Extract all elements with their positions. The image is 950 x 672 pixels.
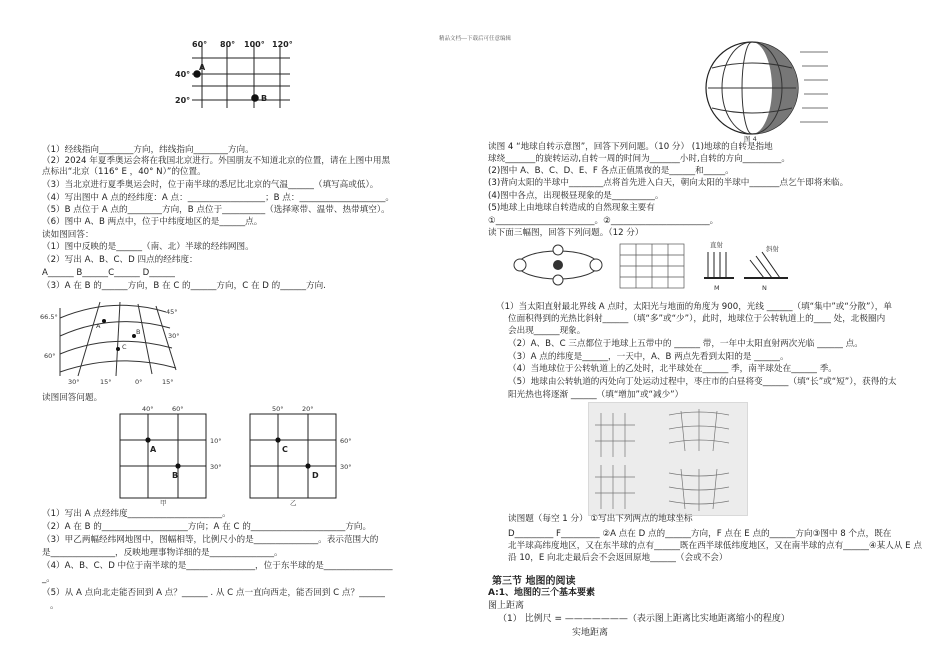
small-grid-figure	[614, 240, 688, 292]
fig1-lat-label: 20°	[175, 96, 191, 105]
question-line: 读图题（每空 1 分） ①写出下列两点的地球坐标	[508, 514, 693, 524]
yi-caption: 乙	[290, 499, 297, 506]
fig2-lon-label: 0°	[135, 378, 143, 386]
question-line: 读图回答问题。	[42, 393, 103, 403]
question-line: D_________ F_________ ②A 点在 D 点的______方向，F 点在 E 点的______方向③图中 8 个点，既在	[508, 529, 892, 539]
fig2-lon-label: 15°	[162, 378, 174, 386]
lat-lon-grid-figure-1	[170, 38, 310, 114]
question-line: A______ B______C______ D______	[42, 268, 175, 278]
fig2-point-label: C	[122, 343, 127, 351]
fig1-lon-label: 100°	[244, 40, 265, 49]
question-line: (3)背向太阳的半球中________点将首先进入白天，朝向太阳的半球中_______点乞午即将来临。	[488, 178, 849, 188]
page-header: 精品文档---下载后可任意编辑	[439, 36, 511, 42]
jia-yi-grid-figure	[110, 404, 380, 506]
fig1-point-label: A	[199, 63, 206, 72]
fig2-right-label: 45°	[166, 308, 178, 316]
fig2-point-label: B	[136, 328, 141, 336]
jia-lat-label: 10°	[210, 437, 222, 445]
subheading: A:1、地图的三个基本要素	[488, 588, 595, 598]
question-line: (2)图中 A、B、C、D、E、F 各点正值黑夜的是______和_____。	[488, 166, 734, 176]
question-line: （3）甲乙两幅经纬网地图中，图幅相等，比例尺小的是_______________。表示范围大的	[42, 535, 379, 545]
question-line: （1）当太阳直射最北界线 A 点时，太阳光与地面的角度为 900，光线 ______（填“集中”或“分散”），单	[496, 302, 892, 312]
fig1-lon-label: 80°	[220, 40, 236, 49]
scanned-map-image	[588, 402, 748, 516]
fig2-lon-label: 15°	[100, 378, 112, 386]
question-line: （1）图中反映的是______（南、北）半球的经纬网图。	[42, 242, 254, 252]
scale-formula: （1） 比例尺 = ———————（表示图上距离比实地距离缩小的程度）	[498, 614, 790, 624]
jia-lon-label: 60°	[172, 405, 184, 413]
fig2-lat-label: 60°	[44, 352, 56, 360]
question-line: （3）当北京进行夏季奥运会时，位于南半球的悉尼比北京的气温______（填写高或低）。	[42, 180, 379, 190]
n-label: N	[762, 284, 767, 292]
yi-lon-label: 20°	[302, 405, 314, 413]
question-line: （3）A 在 B 的______方向，B 在 C 的______方向，C 在 D 的______方向.	[42, 281, 326, 291]
question-line: 会出现______现象。	[508, 326, 586, 336]
fig1-point-label: B	[261, 94, 268, 103]
question-line: 位面积得到的光热比斜射______（填“多”或“少”），此时，地球位于公转轨道上的____ 处，北极圈内	[508, 314, 886, 324]
question-line: （3）A 点的纬度是______，一天中，A、B 两点先看到太阳的是 ______。	[508, 352, 789, 362]
jia-lon-label: 40°	[142, 405, 154, 413]
question-line: （1）写出 A 点经纬度______________________。	[42, 509, 231, 519]
question-line: 是_______________，反映地理事物详细的是_______________。	[42, 548, 283, 558]
yi-point-label: C	[282, 445, 288, 454]
question-line: _。	[42, 574, 55, 584]
question-line: （4）A、B、C、D 中位于南半球的是________________，位于东半球的是________________	[42, 561, 393, 571]
fig1-lat-label: 40°	[175, 70, 191, 79]
question-line: （2）写出 A、B、C、D 四点的经纬度：	[42, 255, 198, 265]
question-line: （2）A、B、C 三点都位于地球上五带中的 ______ 带，一年中太阳直射两次光临 ______ 点。	[508, 339, 863, 349]
fig2-right-label: 30°	[168, 332, 180, 340]
question-line: （5）地球由公转轨道的丙处向丁处运动过程中，枣庄市的白昼将变______（填“长”或“短”），获得的太	[508, 377, 897, 387]
m-label: M	[714, 284, 720, 292]
oblique-sunlight-label: 斜射	[766, 245, 779, 253]
question-line: 读下面三幅图，回答下列问题。（12 分）	[488, 228, 644, 238]
question-line: 。	[50, 601, 59, 611]
question-line: (5)地球上由地球自转造成的自然现象主要有	[488, 203, 655, 213]
question-line: 读图 4 “地球自转示意图”，回答下列问题。（10 分） (1)地球的自转是指地	[488, 142, 773, 152]
jia-caption: 甲	[160, 499, 167, 506]
yi-lat-label: 30°	[340, 463, 352, 471]
question-line: （4）当地球位于公转轨道上的乙处时，北半球处在______ 季，南半球处在______ 季。	[508, 364, 837, 374]
polar-grid-figure-2	[38, 294, 188, 386]
section-title: 第三节 地图的阅读	[492, 576, 576, 587]
jia-point-label: A	[150, 445, 157, 454]
yi-lat-label: 60°	[340, 437, 352, 445]
question-line: 点标出“北京（116° E ，40° N）”的位置。	[42, 167, 206, 177]
yi-point-label: D	[312, 471, 319, 480]
question-line: 球绕_______的旋转运动,自转一周的时间为_______小时,自转的方向_________。	[488, 154, 790, 164]
question-line: （5）B 点位于 A 点的________方向，B 点位于__________（选择寒带、温带、热带填空）。	[42, 205, 390, 215]
question-line: 阳光热也将逐渐 ______（填“增加”或“减少”）	[508, 390, 684, 400]
fig1-lon-label: 120°	[272, 40, 293, 49]
question-line: （2）2024 年夏季奥运会将在我国北京进行。外国朋友不知道北京的位置，请在上图中用黑	[42, 156, 391, 166]
fig1-lon-label: 60°	[192, 40, 208, 49]
fig4-label: 图 4	[744, 135, 757, 142]
question-line: （1）经线指向________方向，纬线指向________方向。	[42, 145, 254, 155]
question-line: 沿 10，E 向北走最后会不会返回原地______（会或不会）	[508, 553, 728, 563]
earth-rotation-figure	[704, 38, 832, 142]
question-line: （6）图中 A、B 两点中，位于中纬度地区的是______点。	[42, 217, 263, 227]
question-line: (4)图中各点，出现极昼现象的是__________。	[488, 191, 664, 201]
question-line: ①_______________________。②_______________________。	[488, 216, 719, 226]
question-line: （5）从 A 点向北走能否回到 A 点？______ . 从 C 点一直向西走，能否回到 C 点？______	[42, 588, 385, 598]
fig2-lon-label: 30°	[68, 378, 80, 386]
jia-lat-label: 30°	[210, 463, 222, 471]
question-line: （4）写出图中 A 点的经纬度：A 点：__________________；B 点：____________________。	[42, 193, 395, 203]
real-distance-label: 实地距离	[572, 628, 609, 638]
orbit-figure	[508, 240, 608, 290]
question-line: 读如图回答：	[42, 230, 94, 240]
question-line: 北半球高纬度地区，又在东半球的点有______既在西半球低纬度地区，又在南半球的点有______④某人从 E 点	[508, 541, 922, 551]
sunlight-angle-figure	[700, 238, 792, 294]
question-line: （2）A 在 B 的____________________方向；A 在 C 的______________________方向。	[42, 522, 372, 532]
fig2-lat-label: 66.5°	[40, 313, 58, 321]
yi-lon-label: 50°	[272, 405, 284, 413]
fig2-point-label: A	[96, 322, 101, 330]
jia-point-label: B	[172, 471, 179, 480]
direct-sunlight-label: 直射	[710, 241, 723, 249]
map-distance-label: 图上距离	[488, 601, 525, 611]
